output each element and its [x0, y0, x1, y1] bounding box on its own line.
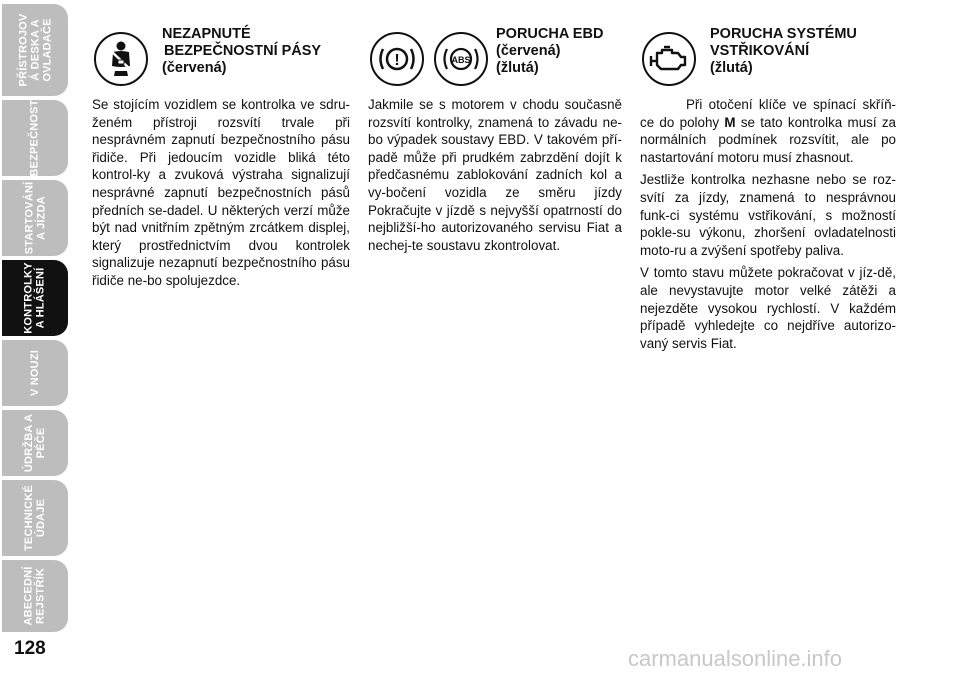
- watermark: carmanualsonline.info: [628, 646, 843, 671]
- tab-udrzba[interactable]: [2, 410, 68, 476]
- page-number: 128: [14, 638, 46, 659]
- paragraph: Jakmile se s motorem v chodu současně rozsvítí kontrolky, znamená to závadu ne-bo výpadek soustavy EBD. V takovém pří-padě může při prudkém zabrzdění dojít k předčasnému zablokování zadních kol a vy-bočení vozidla ze směru jízdy Pokračujte v jízdě s nejvyšší opatrností do nejbližší-ho autorizovaného servisu Fiat a nechej-te soustavu zkontrolovat.: [368, 97, 622, 253]
- paragraph: Se stojícím vozidlem se kontrolka ve sdru-ženém přístroji rozsvítí trvale při nesprávném zapnutí bezpečnostního pásu řidiče. Při jedoucím vozidle bliká této kontrol-ky a zvuková výstraha signalizují nesprávné zapnutí bezpečnostních pásů předních se-dadel. U některých verzí může být nad vnitřním zpětným zrcátkem displej, který prostřednictvím dvou kontrolek signalizuje nezapnutí bezpečnostního pásu řidiče ne-bo spolujezdce.: [92, 97, 350, 288]
- tab-pristrojova-deska[interactable]: [2, 4, 68, 96]
- tab-label: TECHNICKÉ ÚDAJE: [23, 485, 47, 551]
- engine-check-icon: [642, 32, 696, 86]
- paragraph: V tomto stavu můžete pokračovat v jíz-dě, ale nevystavujte motor velké zátěži a nejezděte vysokou rychlostí. V každém případě vyhledejte co nejdříve autorizo-vaný servis Fiat.: [640, 265, 896, 351]
- section-ebd: [368, 26, 622, 259]
- tab-v-nouzi[interactable]: [2, 340, 68, 406]
- section-heading: PORUCHA EBD (červená) (žlutá): [496, 26, 604, 76]
- chapter-sidebar: [0, 0, 72, 677]
- tab-abecedni-rejstrik[interactable]: [2, 560, 68, 632]
- svg-text:!: !: [394, 52, 400, 69]
- tab-technicke-udaje[interactable]: [2, 480, 68, 556]
- paragraph: Při otočení klíče ve spínací skříň-ce do polohy M se tato kontrolka musí za normálních podmínek rozsvítit, ale po nastartování motoru musí zhasnout.: [640, 97, 896, 165]
- abs-icon: [434, 32, 488, 86]
- svg-text:ABS: ABS: [451, 55, 471, 65]
- tab-label: ABECEDNÍ REJSTŘÍK: [23, 566, 47, 626]
- tab-kontrolky[interactable]: [2, 260, 68, 336]
- key-position-m: M: [724, 114, 736, 130]
- tab-label: STARTOVÁNÍ A JÍZDA: [23, 181, 47, 255]
- section-heading: PORUCHA SYSTÉMU VSTŘIKOVÁNÍ (žlutá): [710, 26, 857, 76]
- tab-label: KONTROLKY A HLÁŠENÍ: [23, 262, 47, 334]
- tab-label: V NOUZI: [28, 349, 41, 397]
- section-heading: NEZAPNUTÉ BEZPEČNOSTNÍ PÁSY (červená): [162, 26, 322, 76]
- seatbelt-warning-icon: [94, 32, 148, 86]
- tab-label: PŘÍSTROJOV Á DESKA A OVLADAČE: [17, 13, 53, 87]
- paragraph: Jestliže kontrolka nezhasne nebo se roz-svítí za jízdy, znamená to nesprávnou funk-ci systému vstřikování, s možností pokle-su výkonu, zhoršení ovladatelnosti moto-ru a zvýšení spotřeby paliva.: [640, 172, 896, 258]
- tab-bezpecnost[interactable]: [2, 100, 68, 176]
- tab-label: BEZPEČNOST: [29, 99, 41, 177]
- tab-startovani[interactable]: [2, 180, 68, 256]
- tab-label: ÚDRŽBA A PÉČE: [22, 413, 47, 473]
- brake-warning-icon: [370, 32, 424, 86]
- section-seatbelt: [92, 26, 350, 295]
- section-injection: [640, 26, 896, 357]
